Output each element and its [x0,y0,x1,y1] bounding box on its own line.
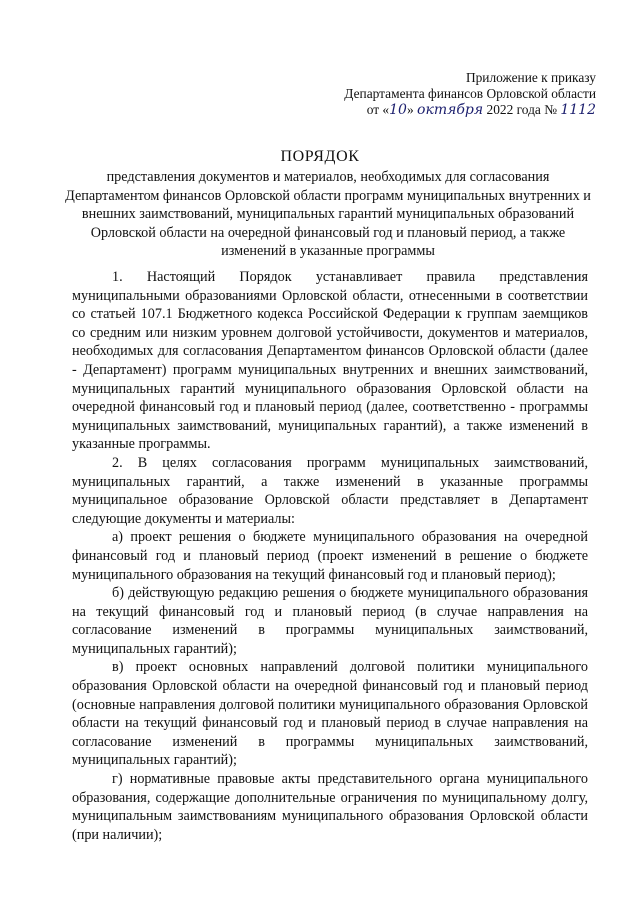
department-line: Департамента финансов Орловской области [344,86,596,101]
from-prefix: от « [366,102,390,117]
paragraph-2: 2. В целях согласования программ муниципальных заимствований, муниципальных гарантий, а также изменений в указанные программы муниципальное образование Орловской области представляет в Департамент следующие документы и материалы: [72,454,588,527]
item-v: в) проект основных направлений долговой политики муниципального образования Орловской области на очередной финансовый год и плановый период (основные направления долговой политики муниципального образования Орловской области на текущий финансовый год и плановый период в случае направления на согласование изменений в программы муниципальных заимствований, муниципальных гарантий); [72,659,588,769]
document-subtitle: представления документов и материалов, необходимых для согласования Департаментом финансов Орловской области программ муниципальных внутренних и внешних заимствований, муниципальных гарантий муниципальных образований Орловской области на очередной финансовый год и плановый период, а также изменений в указанные программы [65,169,591,260]
document-body [72,268,588,844]
handwritten-day: 10 [389,102,407,118]
handwritten-order-number: 1112 [560,102,596,118]
item-a: а) проект решения о бюджете муниципального образования на очередной финансовый год и плановый период (проект изменений в решение о бюджете муниципального образования на текущий финансовый год и плановый период); [72,529,588,583]
quote-close: » [406,102,414,117]
order-date-line [296,102,596,118]
document-title: ПОРЯДОК [280,148,360,165]
paragraph-1: 1. Настоящий Порядок устанавливает правила представления муниципальными образованиями Орловской области, отнесенными в соответствии со статьей 107.1 Бюджетного кодекса Российской Федерации к группам заемщиков со средним или низким уровнем долговой устойчивости, документов и материалов, необходимых для согласования Департаментом финансов Орловской области (далее - Департамент) программ муниципальных внутренних и внешних заимствований, муниципальных гарантий муниципального образования Орловской области на очередной финансовый год и плановый период (далее, соответственно - программы муниципальных заимствований, муниципальных гарантий), а также изменений в указанные программы. [72,269,588,453]
appendix-line: Приложение к приказу [465,70,596,85]
handwritten-month: октября [417,102,484,118]
order-appendix-header [296,70,596,118]
year-text: 2022 года № [486,102,557,117]
item-g: г) нормативные правовые акты представительного органа муниципального образования, содержащие дополнительные ограничения по муниципальному долгу, муниципальным заимствованиям муниципального образования Орловской области (при наличии); [72,771,588,843]
item-b: б) действующую редакцию решения о бюджете муниципального образования на текущий финансовый год и плановый период (в случае направления на согласование изменений в программы муниципальных заимствований, муниципальных гарантий); [72,585,588,657]
